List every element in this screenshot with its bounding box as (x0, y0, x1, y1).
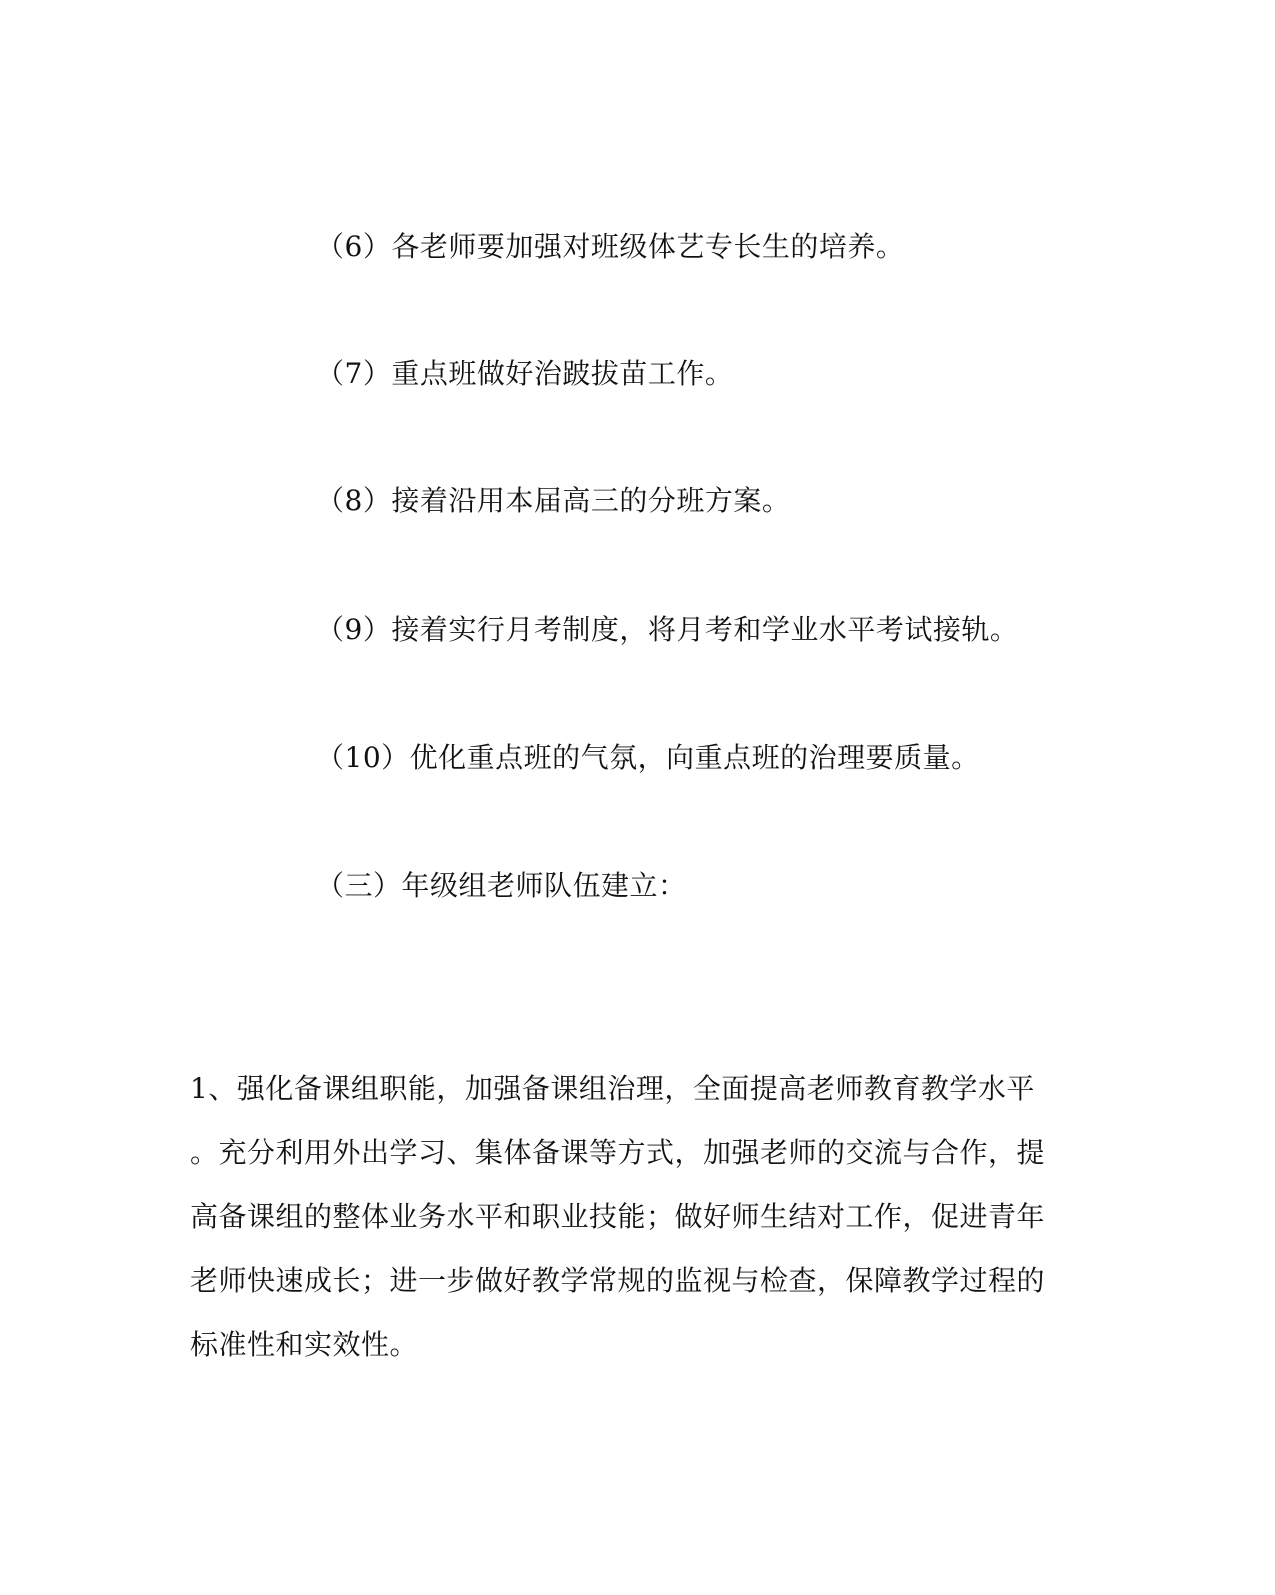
paragraph-line: 。充分利用外出学习、集体备课等方式，加强老师的交流与合作，提 (190, 1136, 1046, 1169)
list-item-7: （7）重点班做好治跛拔苗工作。 (316, 357, 734, 390)
paragraph-line: 标准性和实效性。 (190, 1328, 419, 1361)
section-heading: （三）年级组老师队伍建立： (316, 869, 687, 902)
list-item-9: （9）接着实行月考制度，将月考和学业水平考试接轨。 (316, 613, 1019, 646)
list-item-8: （8）接着沿用本届高三的分班方案。 (316, 484, 791, 517)
list-item-6: （6）各老师要加强对班级体艺专长生的培养。 (316, 230, 905, 263)
list-item-10: （10）优化重点班的气氛，向重点班的治理要质量。 (316, 741, 980, 774)
body-paragraph (190, 1057, 1060, 1377)
paragraph-line: 高备课组的整体业务水平和职业技能；做好师生结对工作，促进青年 (190, 1200, 1046, 1233)
paragraph-line: 老师快速成长；进一步做好教学常规的监视与检查，保障教学过程的 (190, 1264, 1046, 1297)
paragraph-line: 1、强化备课组职能，加强备课组治理，全面提高老师教育教学水平 (190, 1072, 1035, 1105)
